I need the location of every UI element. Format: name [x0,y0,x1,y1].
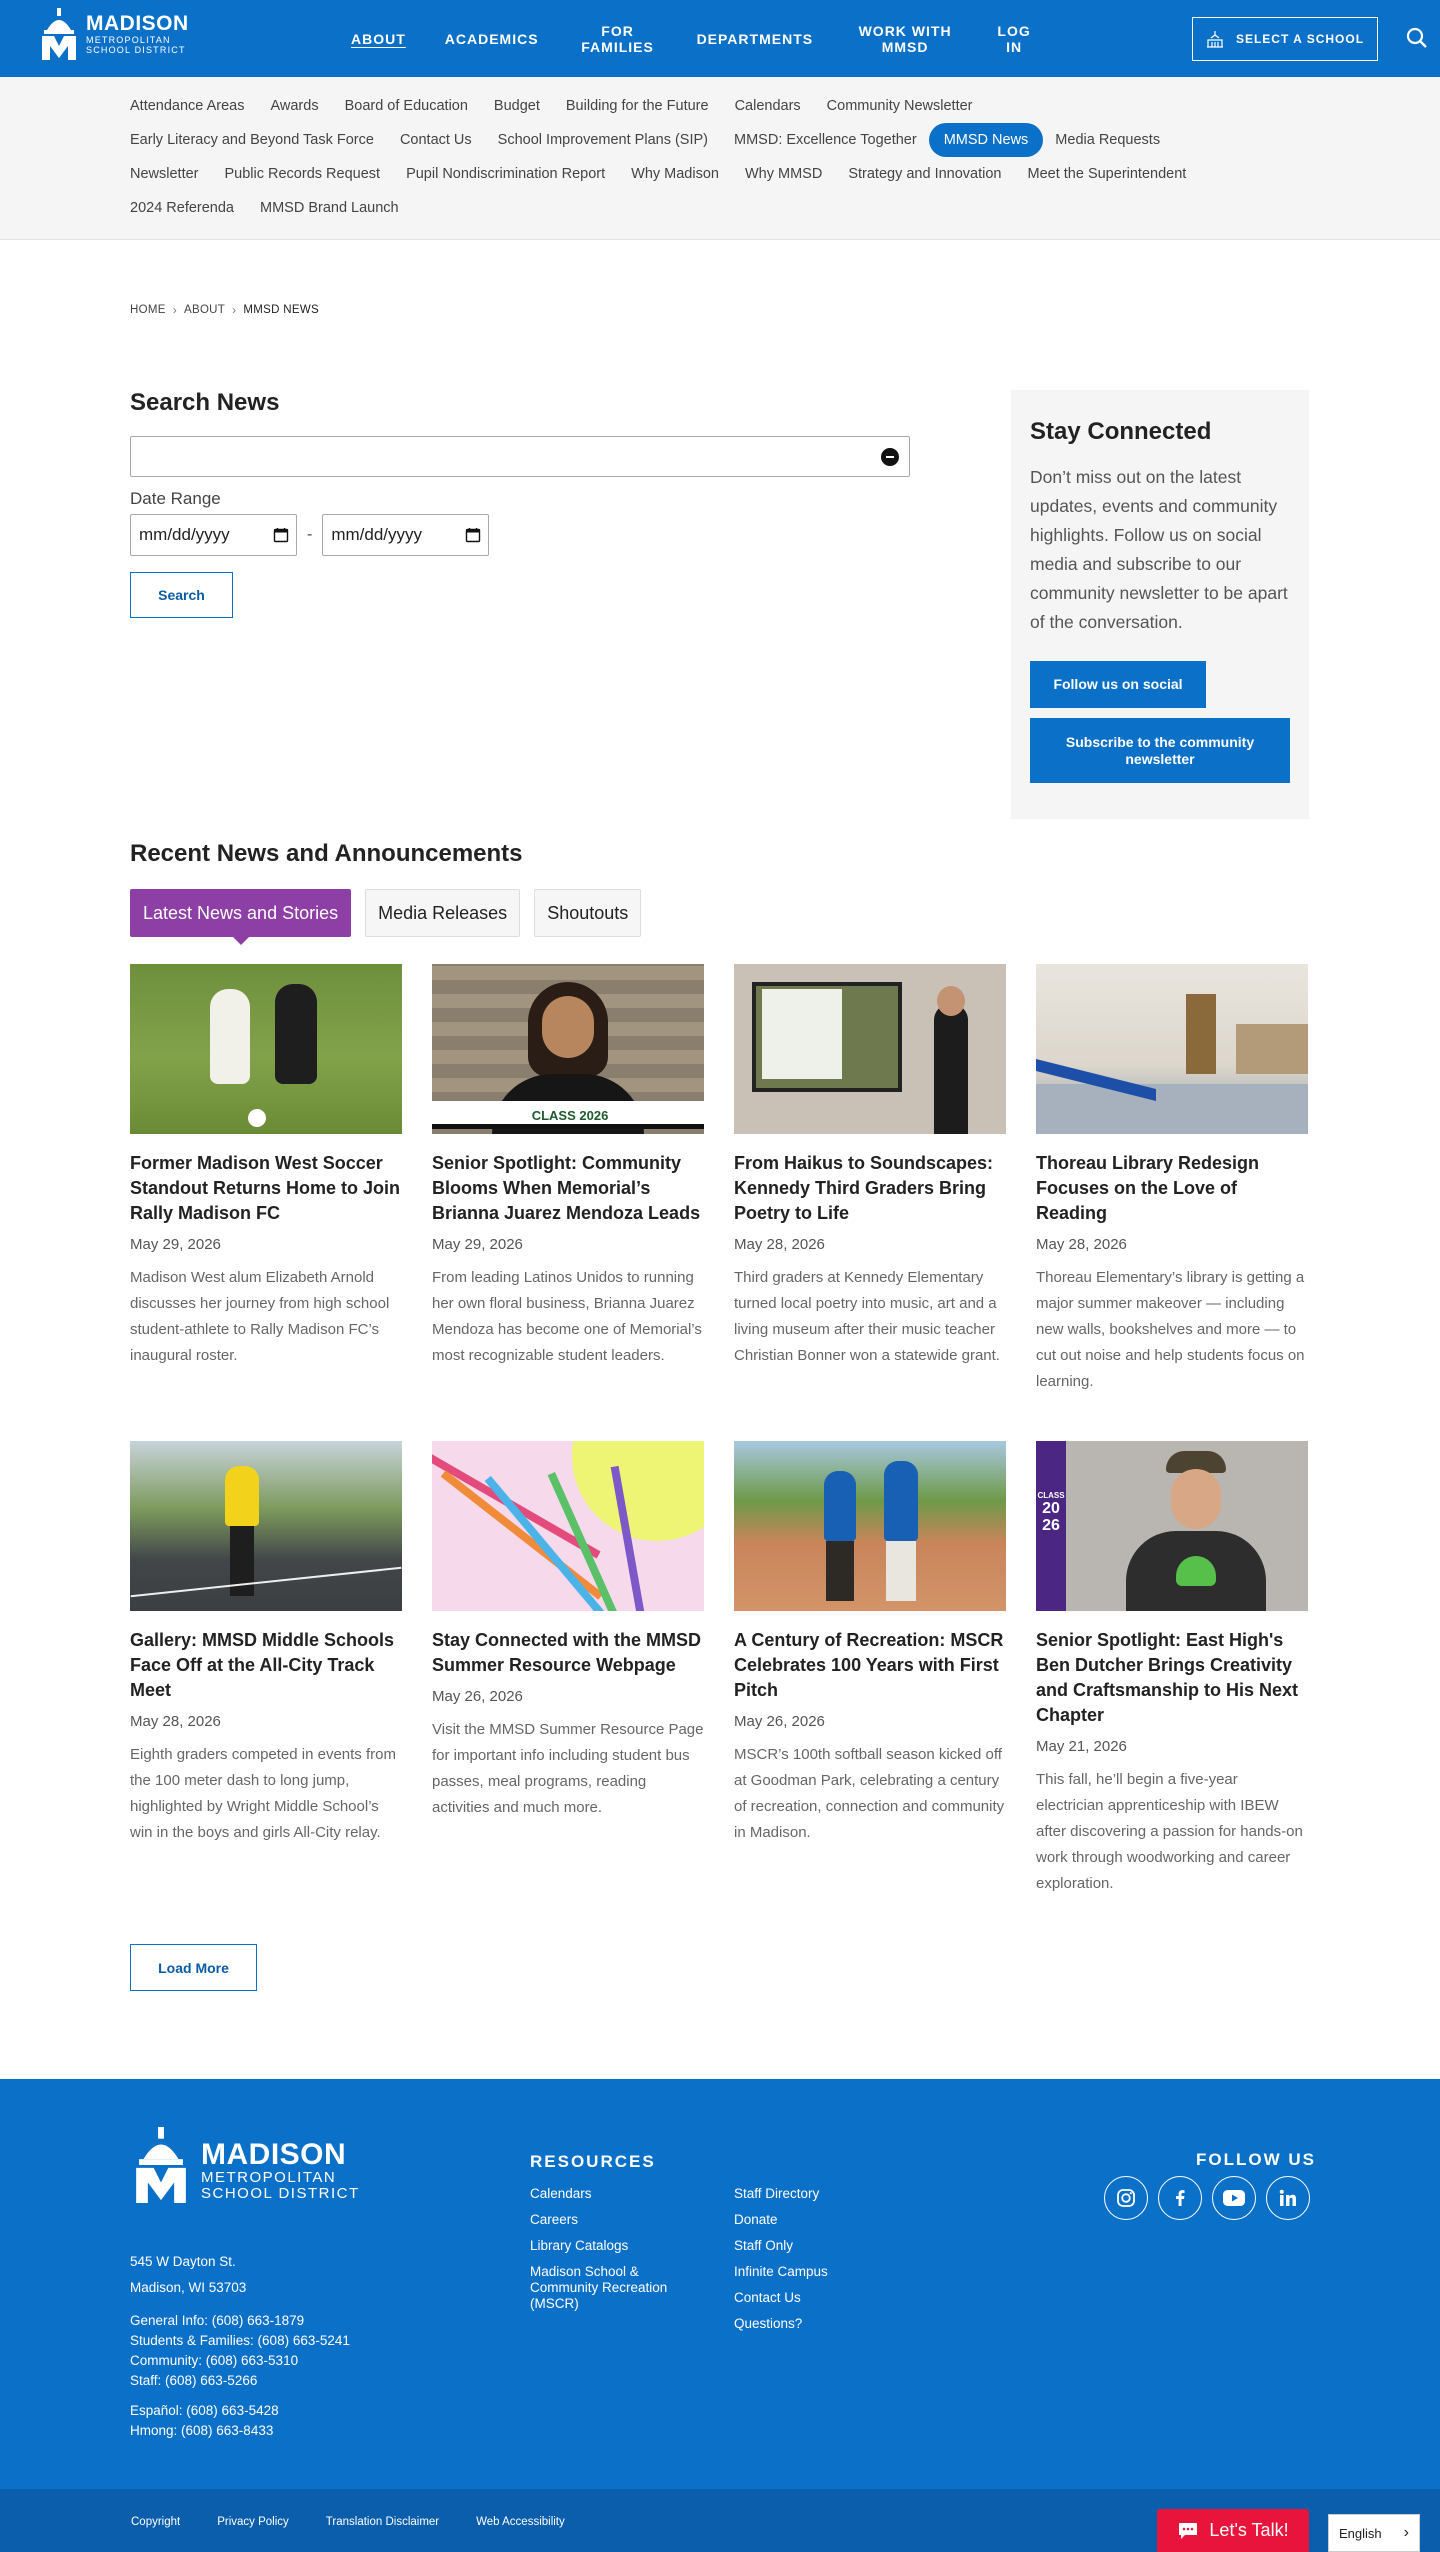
end-date-input[interactable] [322,514,489,556]
load-more-button[interactable]: Load More [130,1944,257,1991]
subnav-row [130,157,1440,191]
main-nav [330,0,1037,77]
end-date-placeholder: mm/dd/yyyy [331,525,423,544]
phone-community[interactable]: Community: (608) 663-5310 [130,2353,299,2368]
news-tabs [130,889,655,937]
subnav-early-literacy[interactable]: Early Literacy and Beyond Task Force [130,132,374,148]
resources-col2 [734,2186,894,2342]
footer-link-library[interactable]: Library Catalogs [530,2238,629,2253]
news-title[interactable]: Stay Connected with the MMSD Summer Resource Webpage [432,1630,702,1675]
subnav-calendars[interactable]: Calendars [734,98,801,114]
phone-staff[interactable]: Staff: (608) 663-5266 [130,2373,258,2388]
breadcrumb-home[interactable]: HOME [130,304,166,316]
address-line2: Madison, WI 53703 [130,2280,247,2295]
subscribe-newsletter-button[interactable]: Subscribe to the community newsletter [1030,718,1290,783]
footer-link-calendars[interactable]: Calendars [530,2186,592,2201]
instagram-icon[interactable] [1104,2176,1148,2220]
news-card[interactable] [432,964,704,1369]
subnav-nondiscrimination[interactable]: Pupil Nondiscrimination Report [406,166,606,182]
resources-title: RESOURCES [530,2152,656,2171]
search-button[interactable]: Search [130,572,233,618]
stay-connected-title: Stay Connected [1030,418,1212,445]
language-label: English [1339,2525,1382,2541]
news-title[interactable]: A Century of Recreation: MSCR Celebrates 100 Years with First Pitch [734,1630,1004,1700]
news-search-input[interactable] [130,436,910,477]
subnav-community-newsletter[interactable]: Community Newsletter [826,98,973,114]
tab-latest-news[interactable]: Latest News and Stories [130,889,351,937]
start-date-input[interactable] [130,514,297,556]
footer-link-donate[interactable]: Donate [734,2212,778,2227]
news-image-portrait-senior[interactable] [1036,1441,1308,1611]
news-desc: Third graders at Kennedy Elementary turned local poetry into music, art and a living museum after their music teacher Christian Bonner won a statewide grant. [734,1269,1000,1364]
news-title[interactable]: From Haikus to Soundscapes: Kennedy Third Graders Bring Poetry to Life [734,1153,994,1223]
subnav-awards[interactable]: Awards [270,98,319,114]
chevron-right-icon: › [172,303,177,317]
recent-news-title: Recent News and Announcements [130,840,523,867]
site-logo[interactable] [38,8,189,60]
footer-link-careers[interactable]: Careers [530,2212,579,2227]
news-image-track[interactable] [130,1441,402,1611]
news-card[interactable] [130,1441,402,1846]
news-desc: Visit the MMSD Summer Resource Page for important info including student bus passes, meal programs, reading activities and much more. [432,1721,704,1816]
news-desc: Madison West alum Elizabeth Arnold discusses her journey from high school student-athlete to Rally Madison FC’s inaugural roster. [130,1269,390,1364]
phone-espanol[interactable]: Español: (608) 663-5428 [130,2403,279,2418]
subnav-attendance-areas[interactable]: Attendance Areas [130,98,245,114]
nav-academics[interactable]: ACADEMICS [444,30,539,47]
subnav-excellence-together[interactable]: MMSD: Excellence Together [734,132,917,148]
nav-about[interactable]: ABOUT [351,30,406,47]
news-card[interactable] [1036,1441,1308,1897]
breadcrumb-about[interactable]: ABOUT [184,304,226,316]
news-title[interactable]: Former Madison West Soccer Standout Returns Home to Join Rally Madison FC [130,1153,400,1223]
news-desc: Eighth graders competed in events from the 100 meter dash to long jump, highlighted by Wright Middle School’s win in the boys and girls All-City relay. [130,1746,396,1841]
search-icon[interactable] [1406,27,1428,54]
subnav-superintendent[interactable]: Meet the Superintendent [1027,166,1187,182]
breadcrumb [130,303,319,317]
news-date: May 29, 2026 [432,1236,523,1253]
subnav-board-of-education[interactable]: Board of Education [344,98,468,114]
news-title[interactable]: Thoreau Library Redesign Focuses on the Love of Reading [1036,1153,1260,1223]
subnav-why-madison[interactable]: Why Madison [631,166,719,182]
subnav-contact-us[interactable]: Contact Us [399,132,472,148]
follow-social-button[interactable]: Follow us on social [1030,661,1206,708]
news-desc: MSCR’s 100th softball season kicked off at Goodman Park, celebrating a century of recreation, connection and community in Madison. [734,1746,1005,1841]
subnav-public-records[interactable]: Public Records Request [224,166,381,182]
select-school-button[interactable] [1192,17,1378,61]
news-title[interactable]: Gallery: MMSD Middle Schools Face Off at the All-City Track Meet [130,1630,395,1700]
news-title[interactable]: Senior Spotlight: Community Blooms When Memorial’s Brianna Juarez Mendoza Leads [432,1153,701,1223]
logo-line1: MADISON [86,12,189,35]
subnav-referenda[interactable]: 2024 Referenda [130,200,234,216]
footer-phones [130,2311,350,2391]
breadcrumb-current: MMSD NEWS [243,304,319,316]
nav-log-in[interactable]: LOG IN [997,22,1031,55]
site-header [0,0,1440,77]
legal-links [131,2516,602,2528]
chevron-right-icon: › [232,303,237,317]
footer-link-questions[interactable]: Questions? [734,2316,803,2331]
capitol-logo-icon [130,2127,192,2203]
site-footer [0,2079,1440,2489]
news-date: May 28, 2026 [130,1713,221,1730]
language-selector[interactable] [1328,2514,1420,2552]
chevron-right-icon: › [1403,2524,1409,2541]
capitol-logo-icon [38,8,80,60]
date-range-row [130,514,910,556]
subnav-building-future[interactable]: Building for the Future [565,98,709,114]
footer-logo-line3: SCHOOL DISTRICT [201,2185,360,2202]
footer-link-staff-only[interactable]: Staff Only [734,2238,794,2253]
follow-us-title: FOLLOW US [1196,2150,1316,2169]
news-card[interactable] [432,1441,704,1821]
class-2026-banner: CLASS 20 26 [1036,1441,1066,1611]
search-news-section [130,389,910,618]
calendar-icon[interactable] [273,527,289,543]
tab-shoutouts[interactable]: Shoutouts [534,889,641,937]
link-web-accessibility[interactable]: Web Accessibility [476,2516,565,2528]
subnav-row [130,191,1440,225]
news-card[interactable] [734,964,1006,1369]
news-date: May 29, 2026 [130,1236,221,1253]
footer-logo[interactable] [130,2127,360,2203]
subnav-row [130,89,1440,123]
news-title[interactable]: Senior Spotlight: East High's Ben Dutcher Brings Creativity and Craftsmanship to His Next Chapter [1036,1630,1299,1725]
nav-work-with-mmsd[interactable]: WORK WITH MMSD [858,22,952,55]
school-building-icon [1206,30,1224,48]
subnav-mmsd-news[interactable]: MMSD News [929,123,1044,157]
footer-link-contact[interactable]: Contact Us [734,2290,801,2305]
news-image-library[interactable] [1036,964,1308,1134]
start-date-placeholder: mm/dd/yyyy [139,525,230,544]
date-range-dash: - [307,526,313,543]
footer-logo-line1: MADISON [201,2138,347,2171]
linkedin-icon[interactable] [1266,2176,1310,2220]
news-date: May 26, 2026 [432,1688,523,1705]
about-subnav [0,77,1440,240]
subnav-budget[interactable]: Budget [493,98,540,114]
calendar-icon[interactable] [465,527,481,543]
subnav-brand-launch[interactable]: MMSD Brand Launch [260,200,399,216]
chat-bubble-icon [1177,2521,1199,2541]
nav-departments[interactable]: DEPARTMENTS [696,30,814,47]
subnav-why-mmsd[interactable]: Why MMSD [744,166,823,182]
youtube-icon[interactable] [1212,2176,1256,2220]
subnav-row [130,123,1440,157]
date-range-label: Date Range [130,489,221,508]
subnav-newsletter[interactable]: Newsletter [130,166,199,182]
footer-link-mscr[interactable]: Madison School & Community Recreation (MSCR) [530,2264,668,2311]
class-2026-badge: CLASS 2026 [531,1107,609,1123]
phone-students[interactable]: Students & Families: (608) 663-5241 [130,2333,350,2348]
news-desc: From leading Latinos Unidos to running her own floral business, Brianna Juarez Mendoza has become one of Memorial’s most recognizable student leaders. [432,1269,702,1364]
logo-line3: SCHOOL DISTRICT [86,45,186,55]
facebook-icon[interactable] [1158,2176,1202,2220]
news-card[interactable] [130,964,402,1369]
subnav-strategy[interactable]: Strategy and Innovation [848,166,1002,182]
news-image-pencils[interactable] [432,1441,704,1611]
lets-talk-button[interactable] [1157,2509,1309,2552]
footer-address [130,2249,246,2301]
resources-col1 [530,2186,690,2322]
search-news-title: Search News [130,389,280,416]
footer-link-infinite-campus[interactable]: Infinite Campus [734,2264,828,2279]
footer-phones-languages [130,2401,279,2441]
news-desc: Thoreau Elementary’s library is getting a major summer makeover — including new walls, bookshelves and more — to cut out noise and help students focus on learning. [1036,1269,1305,1390]
clear-search-icon[interactable] [881,448,899,466]
select-school-label: SELECT A SCHOOL [1235,32,1365,46]
tab-media-releases[interactable]: Media Releases [365,889,520,937]
link-copyright[interactable]: Copyright [131,2516,181,2528]
link-translation-disclaimer[interactable]: Translation Disclaimer [325,2516,440,2528]
footer-logo-line2: METROPOLITAN [201,2169,337,2186]
news-image-softball[interactable] [734,1441,1006,1611]
stay-connected-text: Don’t miss out on the latest updates, events and community highlights. Follow us on social media and subscribe to our community newsletter to be apart of the conversation. [1030,467,1288,632]
news-image-soccer[interactable] [130,964,402,1134]
phone-general[interactable]: General Info: (608) 663-1879 [130,2313,305,2328]
footer-link-staff-directory[interactable]: Staff Directory [734,2186,820,2201]
news-desc: This fall, he’ll begin a five-year electrician apprenticeship with IBEW after discovering a passion for hands-on work through woodworking and career exploration. [1036,1771,1303,1892]
news-date: May 28, 2026 [734,1236,825,1253]
phone-hmong[interactable]: Hmong: (608) 663-8433 [130,2423,274,2438]
stay-connected-panel [1011,390,1309,819]
news-card[interactable] [1036,964,1308,1395]
subnav-media-requests[interactable]: Media Requests [1055,132,1161,148]
address-line1: 545 W Dayton St. [130,2254,236,2269]
nav-for-families[interactable]: FOR FAMILIES [581,22,654,55]
news-image-classroom[interactable] [734,964,1006,1134]
link-privacy-policy[interactable]: Privacy Policy [217,2516,289,2528]
news-image-portrait[interactable] [432,964,704,1134]
logo-line2: METROPOLITAN [86,35,171,45]
lets-talk-label: Let's Talk! [1209,2520,1289,2540]
news-date: May 21, 2026 [1036,1738,1127,1755]
subnav-sip[interactable]: School Improvement Plans (SIP) [497,132,709,148]
news-card[interactable] [734,1441,1006,1846]
news-date: May 26, 2026 [734,1713,825,1730]
news-date: May 28, 2026 [1036,1236,1127,1253]
